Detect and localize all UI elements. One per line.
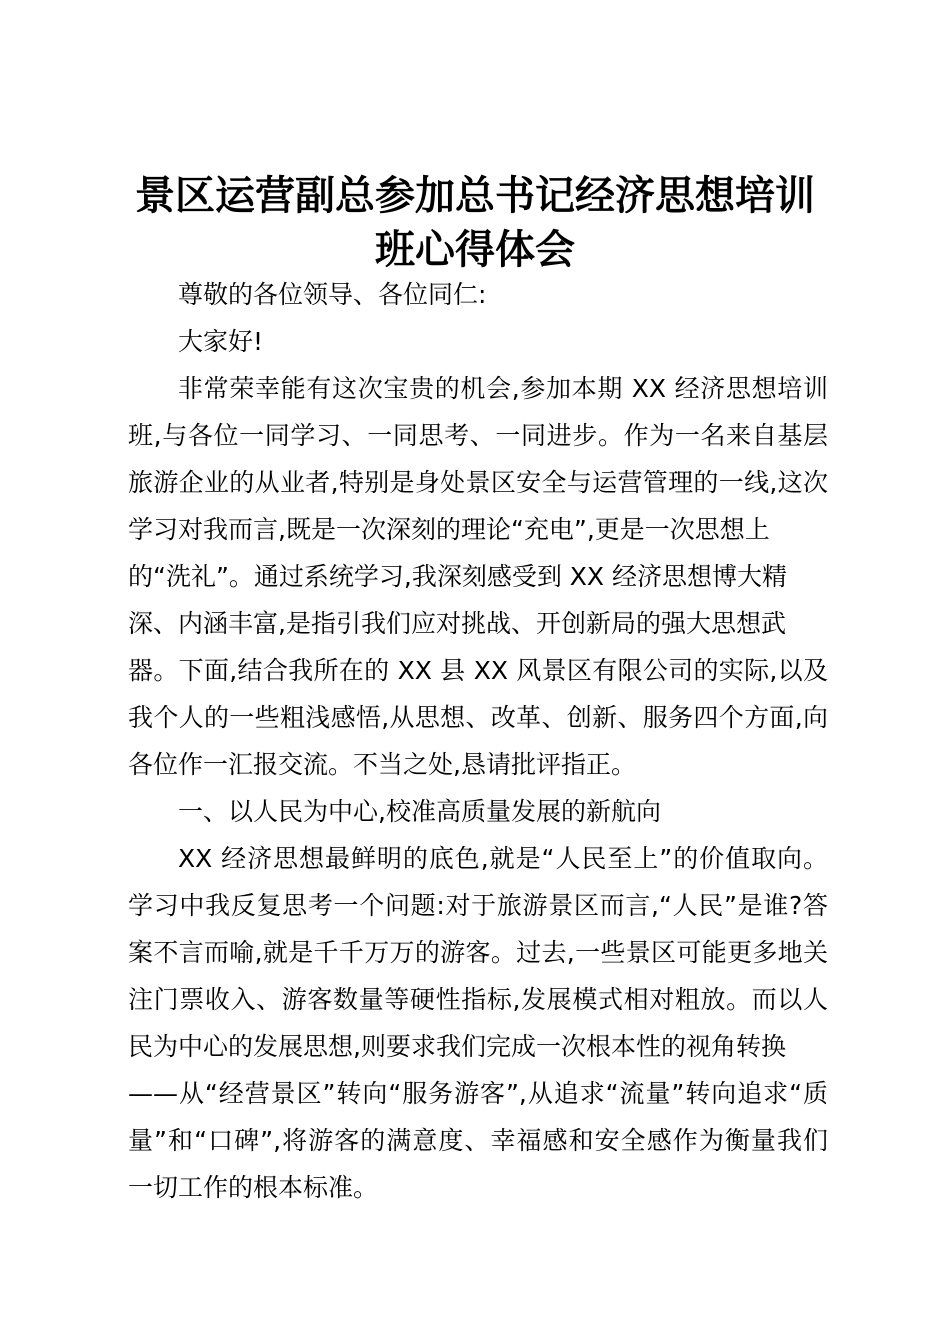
paragraph-line: 学习对我而言,既是一次深刻的理论“充电”,更是一次思想上 [128, 515, 770, 544]
paragraph-line: 民为中心的发展思想,则要求我们完成一次根本性的视角转换 [128, 1032, 786, 1061]
paragraph-line: 深、内涵丰富,是指引我们应对挑战、开创新局的强大思想武 [128, 609, 786, 638]
paragraph-line: 学习中我反复思考一个问题:对于旅游景区而言,“人民”是谁?答 [128, 891, 828, 920]
paragraph-line: 注门票收入、游客数量等硬性指标,发展模式相对粗放。而以人 [128, 985, 828, 1014]
paragraph-line: 班,与各位一同学习、一同思考、一同进步。作为一名来自基层 [128, 421, 828, 450]
paragraph-line: 一切工作的根本标准。 [128, 1173, 379, 1202]
document-title-line-1: 景区运营副总参加总书记经济思想培训 [135, 172, 815, 219]
paragraph-line: 旅游企业的从业者,特别是身处景区安全与运营管理的一线,这次 [128, 468, 828, 497]
greeting-line: 大家好! [178, 327, 264, 356]
salutation-line: 尊敬的各位领导、各位同仁: [178, 280, 487, 309]
paragraph-line: 的“洗礼”。通过系统学习,我深刻感受到 XX 经济思想博大精 [128, 562, 787, 591]
paragraph-line: 我个人的一些粗浅感悟,从思想、改革、创新、服务四个方面,向 [128, 703, 828, 732]
paragraph-line: 案不言而喻,就是千千万万的游客。过去,一些景区可能更多地关 [128, 938, 828, 967]
paragraph-line: ——从“经营景区”转向“服务游客”,从追求“流量”转向追求“质 [128, 1079, 828, 1108]
paragraph-line: 量”和“口碑”,将游客的满意度、幸福感和安全感作为衡量我们 [128, 1126, 828, 1155]
paragraph-line: 各位作一汇报交流。不当之处,恳请批评指正。 [128, 750, 636, 779]
paragraph-line: 非常荣幸能有这次宝贵的机会,参加本期 XX 经济思想培训 [178, 374, 828, 403]
paragraph-line: XX 经济思想最鲜明的底色,就是“人民至上”的价值取向。 [178, 844, 828, 873]
section-heading: 一、以人民为中心,校准高质量发展的新航向 [178, 797, 661, 826]
paragraph-line: 器。下面,结合我所在的 XX 县 XX 风景区有限公司的实际,以及 [128, 656, 828, 685]
document-title-line-2: 班心得体会 [375, 226, 575, 273]
